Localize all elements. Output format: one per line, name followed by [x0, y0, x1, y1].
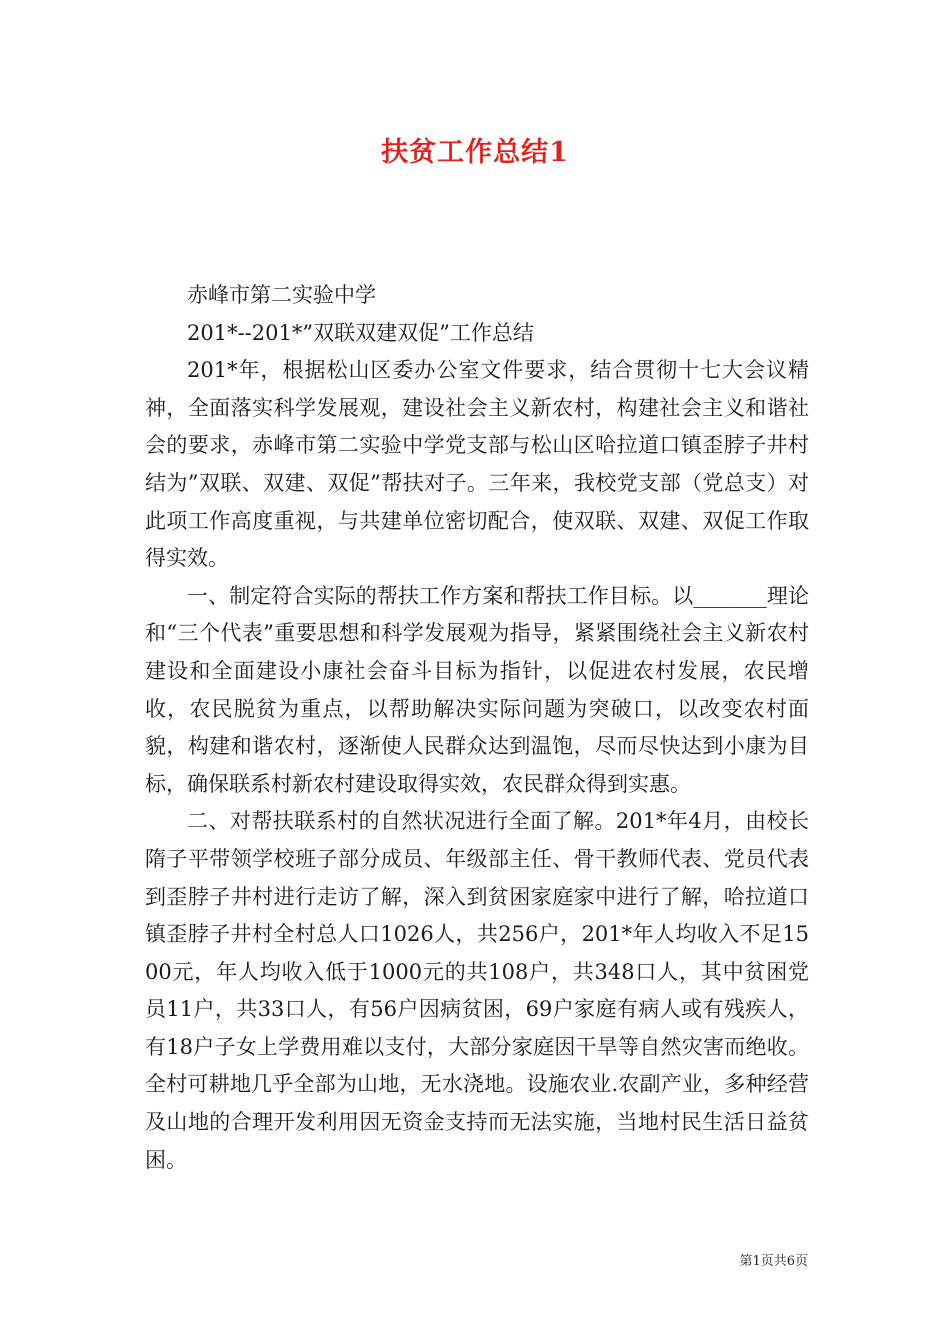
page-number: 第1页共6页 — [739, 1254, 808, 1269]
school-name: 赤峰市第二实验中学 — [187, 283, 376, 307]
document-body — [145, 277, 809, 1179]
paragraph-intro: 201*年，根据松山区委办公室文件要求，结合贯彻十七大会议精神，全面落实科学发展观，建设社会主义新农村，构建社会主义和谐社会的要求，赤峰市第二实验中学党支部与松山区哈拉道口镇歪脖子井村结为”双联、双建、双促”帮扶对子。三年来，我校党支部（党总支）对此项工作高度重视，与共建单位密切配合，使双联、双建、双促工作取得实效。 — [145, 358, 809, 571]
report-heading: 201*--201*”双联双建双促”工作总结 — [187, 320, 534, 345]
paragraph-section-2: 二、对帮扶联系村的自然状况进行全面了解。201*年4月，由校长隋子平带领学校班子部分成员、年级部主任、骨干教师代表、党员代表到歪脖子井村进行走访了解，深入到贫困家庭家中进行了解，哈拉道口镇歪脖子井村全村总人口1026人，共256户，201*年人均收入不足1500元，年人均收入低于1000元的共108户，共348口人，其中贫困党员11户，共33口人，有56户因病贫困，69户家庭有病人或有残疾人，有18户子女上学费用难以支付，大部分家庭因干旱等自然灾害而绝收。全村可耕地几乎全部为山地，无水浇地。设施农业.农副产业，多种经营及山地的合理开发利用因无资金支持而无法实施，当地村民生活日益贫困。 — [145, 809, 809, 1172]
page-title: 扶贫工作总结1 — [381, 137, 569, 168]
paragraph-section-1: 一、制定符合实际的帮扶工作方案和帮扶工作目标。以_______理论和“三个代表”重要思想和科学发展观为指导，紧紧围绕社会主义新农村建设和全面建设小康社会奋斗目标为指针，以促进农村发展，农民增收，农民脱贫为重点，以帮助解决实际问题为突破口，以改变农村面貌，构建和谐农村，逐渐使人民群众达到温饱，尽而尽快达到小康为目标，确保联系村新农村建设取得实效，农民群众得到实惠。 — [145, 583, 809, 796]
